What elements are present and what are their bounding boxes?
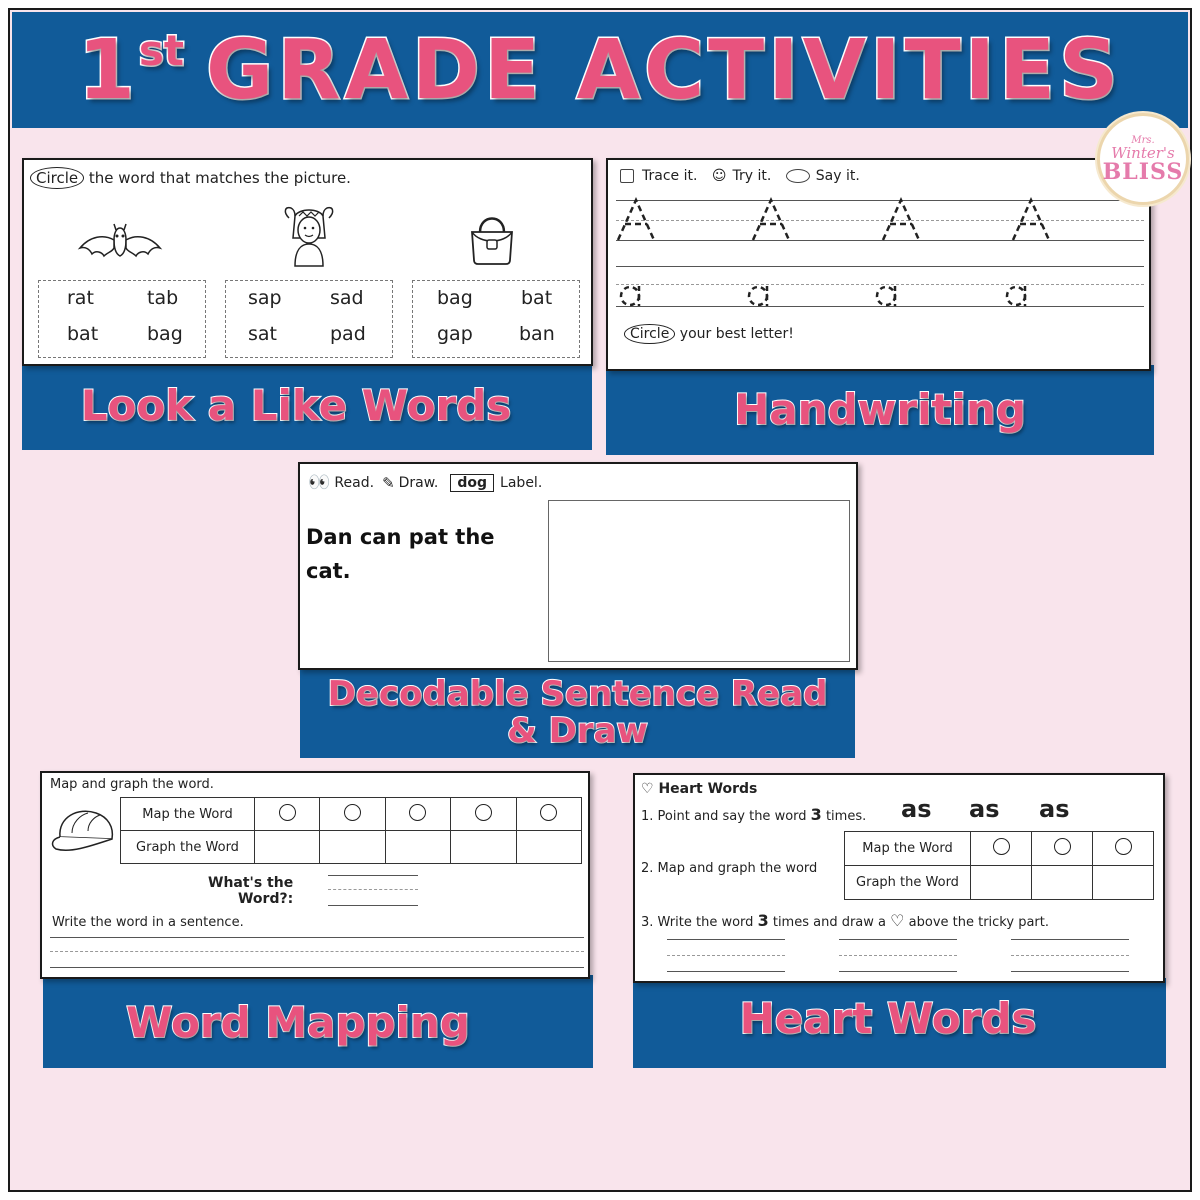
word-mapping-instruction: Map and graph the word. [50, 777, 214, 792]
heart-step-3: 3. Write the word 3 times and draw a ♡ above the tricky part. [641, 911, 1049, 930]
writing-line-dashed [839, 955, 957, 956]
writing-line-dashed [1011, 955, 1129, 956]
look-alike-sheet [22, 158, 593, 366]
answer-line-dashed [328, 889, 418, 890]
label-box: dog [450, 474, 494, 492]
decodable-sheet [298, 462, 858, 670]
decodable-instructions: 👀 Read. ✎ Draw. dog Label. [308, 472, 543, 493]
writing-line[interactable] [839, 939, 957, 940]
sound-circle[interactable] [279, 804, 296, 821]
word-choice[interactable]: bat [67, 323, 99, 345]
sound-circle[interactable] [993, 838, 1010, 855]
map-row-label: Map the Word [845, 832, 971, 866]
word-mapping-sheet [40, 771, 590, 979]
look-alike-instruction: Circle the word that matches the picture. [30, 169, 351, 187]
heart-words-grid [844, 831, 1154, 900]
word-choice[interactable]: gap [437, 323, 473, 345]
graph-row-label: Graph the Word [845, 866, 971, 900]
writing-line[interactable] [667, 939, 785, 940]
writing-line[interactable] [50, 937, 584, 938]
writing-line[interactable] [50, 967, 584, 968]
answer-line [328, 905, 418, 906]
sound-circle[interactable] [344, 804, 361, 821]
handwriting-circle-instruction: Circle your best letter! [624, 326, 794, 342]
handwriting-sheet [606, 158, 1151, 371]
decodable-sentence: Dan can pat the cat. [306, 525, 495, 583]
heart-word: as [969, 795, 1000, 823]
graph-cell[interactable] [1032, 866, 1093, 900]
girl-icon [279, 204, 339, 268]
word-choice[interactable]: sap [248, 287, 282, 309]
writing-line[interactable] [1011, 971, 1129, 972]
graph-cell[interactable] [516, 831, 581, 864]
sound-circle[interactable] [409, 804, 426, 821]
graph-cell[interactable] [971, 866, 1032, 900]
graph-row-label: Graph the Word [121, 831, 255, 864]
brand-logo: Mrs. Winter's BLISS [1097, 113, 1189, 205]
sound-circle[interactable] [540, 804, 557, 821]
sound-circle[interactable] [475, 804, 492, 821]
drawing-box[interactable] [548, 500, 850, 662]
look-alike-label: Look a Like Words [80, 380, 512, 430]
heart-word: as [1039, 795, 1070, 823]
word-group-2 [225, 280, 393, 358]
bag-icon [466, 210, 518, 266]
word-choice[interactable]: pad [330, 323, 366, 345]
sound-circle[interactable] [1115, 838, 1132, 855]
word-mapping-grid [120, 797, 582, 864]
handwriting-label: Handwriting [734, 384, 1026, 434]
word-mapping-label: Word Mapping [126, 997, 470, 1047]
heart-step-2: 2. Map and graph the word [641, 861, 818, 876]
writing-line[interactable] [1011, 939, 1129, 940]
heart-icon: ♡ [890, 911, 905, 930]
heart-word: as [901, 795, 932, 823]
word-choice[interactable]: sat [248, 323, 277, 345]
word-choice[interactable]: bat [521, 287, 553, 309]
page-title: 1 $^{st}$ GRADE ACTIVITIES [77, 22, 1123, 118]
answer-line [328, 875, 418, 876]
heart-icon: ♡ [641, 781, 654, 797]
map-row-label: Map the Word [121, 798, 255, 831]
writing-line[interactable] [839, 971, 957, 972]
pencil-icon: ✎ [382, 473, 395, 492]
word-choice[interactable]: sad [330, 287, 364, 309]
heart-words-title: ♡ Heart Words [641, 781, 758, 797]
word-choice[interactable]: rat [67, 287, 94, 309]
bat-icon [76, 216, 164, 264]
heart-step-1: 1. Point and say the word 3 times. [641, 805, 867, 824]
word-group-1 [38, 280, 206, 358]
word-choice[interactable]: ban [519, 323, 555, 345]
heart-words-label: Heart Words [739, 993, 1037, 1043]
word-choice[interactable]: bag [147, 323, 183, 345]
word-group-3 [412, 280, 580, 358]
graph-cell[interactable] [385, 831, 450, 864]
title-banner [12, 12, 1188, 128]
writing-line-dashed [667, 955, 785, 956]
person-icon: ☺ [711, 168, 727, 184]
graph-cell[interactable] [451, 831, 516, 864]
word-choice[interactable]: tab [147, 287, 179, 309]
handwriting-instructions: Trace it. ☺ Try it. Say it. [620, 168, 860, 184]
cap-icon [48, 803, 120, 857]
graph-cell[interactable] [255, 831, 320, 864]
writing-line-dashed [50, 951, 584, 952]
decodable-label: Decodable Sentence Read & Draw [327, 673, 828, 751]
heart-words-sheet [633, 773, 1165, 983]
sentence-instruction: Write the word in a sentence. [52, 915, 244, 930]
whats-the-word: What's the Word?: [208, 875, 294, 907]
graph-cell[interactable] [1093, 866, 1154, 900]
sound-circle[interactable] [1054, 838, 1071, 855]
trace-letters [608, 160, 1151, 320]
graph-cell[interactable] [320, 831, 385, 864]
word-choice[interactable]: bag [437, 287, 473, 309]
writing-line[interactable] [667, 971, 785, 972]
eyes-icon: 👀 [308, 472, 331, 493]
